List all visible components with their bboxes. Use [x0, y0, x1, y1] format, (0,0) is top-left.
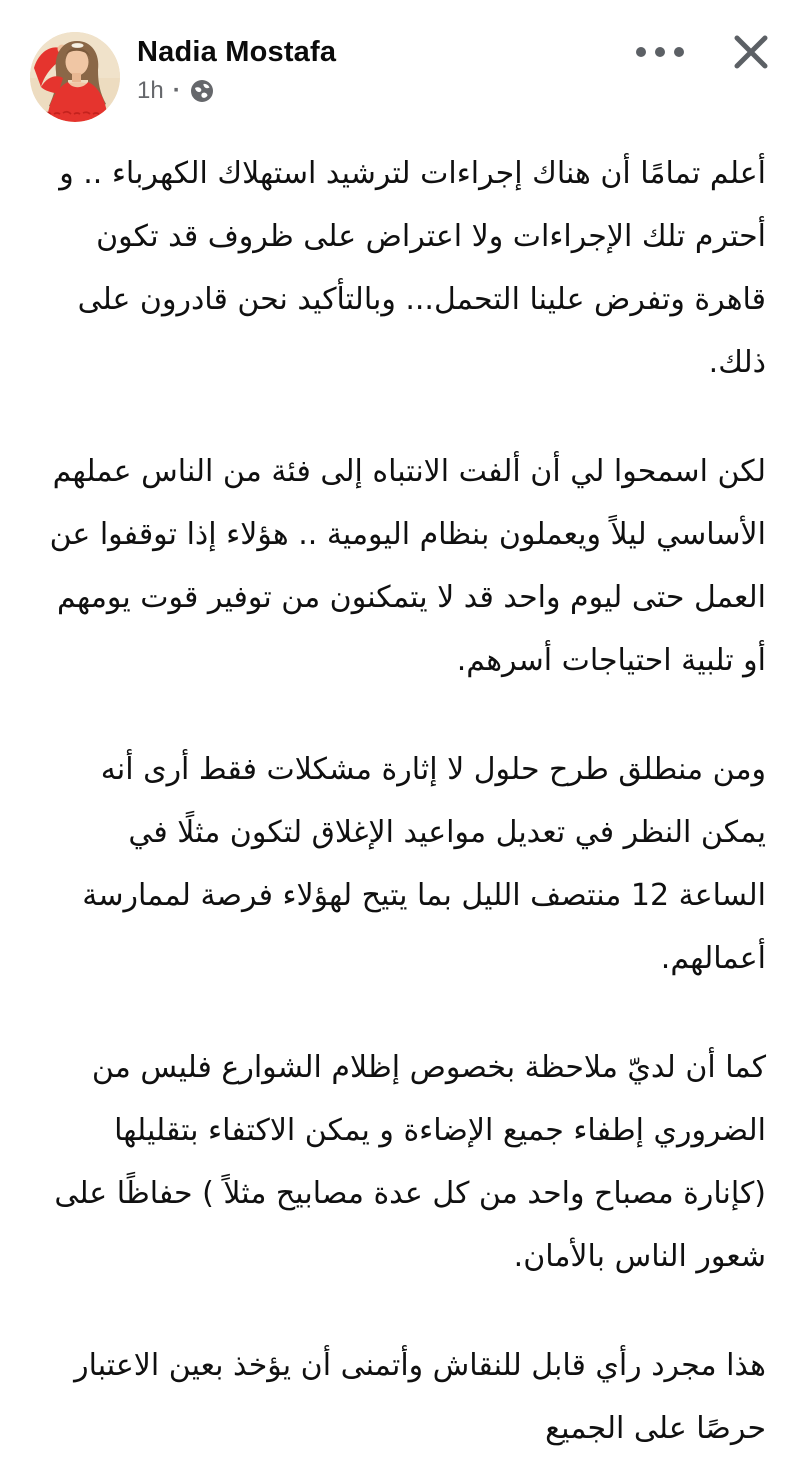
- post-meta-row: [137, 78, 774, 104]
- globe-icon: [190, 79, 214, 103]
- header-actions: [630, 28, 778, 76]
- post-paragraph: كما أن لديّ ملاحظة بخصوص إظلام الشوارع فليس من الضروري إطفاء جميع الإضاءة و يمكن الاكتفاء بتقليلها (كإنارة مصباح واحد من كل عدة مصابيح مثلاً ) حفاظًا على شعور الناس بالأمان.: [54, 1050, 766, 1274]
- more-options-button[interactable]: [630, 41, 690, 63]
- ellipsis-icon: [636, 47, 684, 57]
- post-body: [0, 142, 802, 1460]
- post-paragraph: ومن منطلق طرح حلول لا إثارة مشكلات فقط أرى أنه يمكن النظر في تعديل مواعيد الإغلاق لتكون مثلًا في الساعة 12 منتصف الليل بما يتيح لهؤلاء فرصة لممارسة أعمالهم.: [82, 752, 766, 976]
- close-button[interactable]: [724, 25, 778, 79]
- post-paragraph: أعلم تمامًا أن هناك إجراءات لترشيد استهلاك الكهرباء .. و أحترم تلك الإجراءات ولا اعتراض على ظروف قد تكون قاهرة وتفرض علينا التحمل... وبالتأكيد نحن قادرون على ذلك.: [59, 156, 766, 380]
- avatar[interactable]: [30, 32, 120, 122]
- avatar-illustration: [30, 32, 120, 122]
- close-icon: [730, 31, 772, 73]
- post-paragraph: لكن اسمحوا لي أن ألفت الانتباه إلى فئة من الناس عملهم الأساسي ليلاً ويعملون بنظام اليومية .. هؤلاء إذا توقفوا عن العمل حتى ليوم واحد قد لا يتمكنون من توفير قوت يومهم أو تلبية احتياجات أسرهم.: [49, 454, 766, 678]
- timestamp[interactable]: 1h: [137, 77, 164, 104]
- post-header: [0, 0, 802, 124]
- meta-separator: ·: [172, 77, 181, 104]
- post-paragraph: هذا مجرد رأي قابل للنقاش وأتمنى أن يؤخذ بعين الاعتبار حرصًا على الجميع: [74, 1348, 766, 1446]
- author-name[interactable]: Nadia Mostafa: [137, 36, 337, 68]
